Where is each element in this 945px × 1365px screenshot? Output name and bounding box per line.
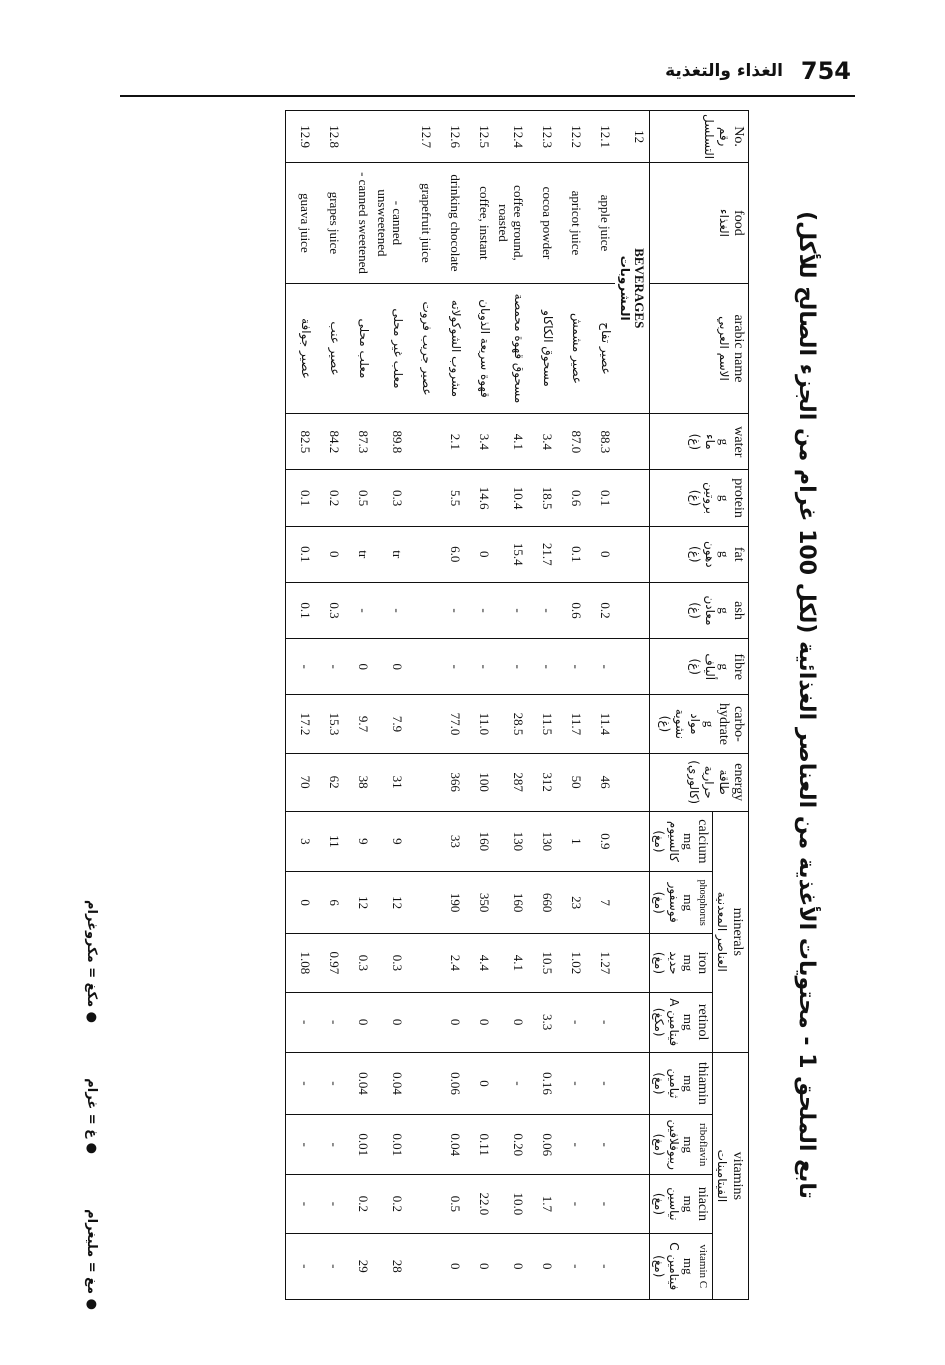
- cell-energy: 62: [315, 753, 344, 811]
- cell-no: 12.2: [557, 111, 586, 163]
- cell-thiamin: 0.04: [344, 1052, 373, 1114]
- cell-fat: 6.0: [436, 526, 465, 582]
- group-vitamins: vitamins الفيتامينات: [713, 1052, 749, 1299]
- cell-riboflavin: -: [315, 1115, 344, 1175]
- cell-thiamin: -: [494, 1052, 528, 1114]
- cell-energy: 366: [436, 753, 465, 811]
- cell-riboflavin: -: [286, 1115, 316, 1175]
- nutrient-table: [285, 110, 749, 1300]
- cell-thiamin: -: [586, 1052, 615, 1114]
- col-protein: protein g بروتين (غ): [650, 470, 749, 526]
- table-row: [557, 111, 586, 1300]
- page-number: 754: [800, 57, 851, 85]
- col-niacin: niacin mg نياسين (مغ): [650, 1175, 713, 1233]
- table-row: [286, 111, 316, 1300]
- cell-water: 87.0: [557, 414, 586, 470]
- table-row: [407, 111, 436, 1300]
- cell-no: 12.6: [436, 111, 465, 163]
- cell-food: apple juice: [586, 163, 615, 284]
- cell-calcium: 160: [465, 811, 494, 871]
- col-riboflavin: riboflavin mg ريبوفلافين (مغ): [650, 1115, 713, 1175]
- section-title: BEVERAGES المشروبات: [615, 163, 650, 414]
- cell-vitc: -: [315, 1233, 344, 1299]
- table-row: [344, 111, 373, 1300]
- cell-arabic: مشروب الشوكولاته: [436, 283, 465, 414]
- cell-water: 84.2: [315, 414, 344, 470]
- group-header-row: [713, 111, 749, 1300]
- cell-calcium: 1: [557, 811, 586, 871]
- cell-fibre: -: [286, 639, 316, 695]
- cell-food: grapes juice: [315, 163, 344, 284]
- cell-protein: 0.1: [586, 470, 615, 526]
- cell-carb: 28.5: [494, 695, 528, 753]
- cell-thiamin: -: [286, 1052, 316, 1114]
- cell-ash: 0.6: [557, 582, 586, 638]
- cell-phosphorus: 23: [557, 872, 586, 934]
- cell-carb: 11.0: [465, 695, 494, 753]
- cell-niacin: -: [315, 1175, 344, 1233]
- cell-no: 12.1: [586, 111, 615, 163]
- cell-fat: 21.7: [528, 526, 557, 582]
- cell-ash: -: [465, 582, 494, 638]
- cell-iron: [407, 934, 436, 992]
- cell-protein: 0.1: [286, 470, 316, 526]
- table-row: [528, 111, 557, 1300]
- cell-calcium: 9: [373, 811, 407, 871]
- cell-no: 12.3: [528, 111, 557, 163]
- cell-energy: 46: [586, 753, 615, 811]
- cell-phosphorus: 350: [465, 872, 494, 934]
- cell-ash: -: [373, 582, 407, 638]
- cell-retinol: -: [286, 992, 316, 1052]
- cell-carb: 15.3: [315, 695, 344, 753]
- cell-niacin: 10.0: [494, 1175, 528, 1233]
- cell-thiamin: 0: [465, 1052, 494, 1114]
- cell-niacin: 0.2: [373, 1175, 407, 1233]
- col-calcium: calcium mg كالسيوم (مغ): [650, 811, 713, 871]
- cell-vitc: -: [557, 1233, 586, 1299]
- cell-calcium: 130: [528, 811, 557, 871]
- cell-food: drinking chocolate: [436, 163, 465, 284]
- cell-iron: 4.1: [494, 934, 528, 992]
- cell-water: 88.3: [586, 414, 615, 470]
- cell-arabic: قهوة سريعة الذوبان: [465, 283, 494, 414]
- cell-phosphorus: 7: [586, 872, 615, 934]
- cell-food: cocoa powder: [528, 163, 557, 284]
- cell-calcium: 9: [344, 811, 373, 871]
- cell-iron: 10.5: [528, 934, 557, 992]
- cell-energy: 70: [286, 753, 316, 811]
- cell-energy: 31: [373, 753, 407, 811]
- cell-thiamin: 0.04: [373, 1052, 407, 1114]
- cell-protein: [407, 470, 436, 526]
- cell-phosphorus: 0: [286, 872, 316, 934]
- col-thiamin: thiamin mg ثيامين (مغ): [650, 1052, 713, 1114]
- cell-calcium: 11: [315, 811, 344, 871]
- cell-energy: 50: [557, 753, 586, 811]
- cell-protein: 5.5: [436, 470, 465, 526]
- cell-phosphorus: 190: [436, 872, 465, 934]
- cell-retinol: 0: [373, 992, 407, 1052]
- cell-phosphorus: 6: [315, 872, 344, 934]
- cell-niacin: 22.0: [465, 1175, 494, 1233]
- cell-arabic: عصير عنب: [315, 283, 344, 414]
- cell-food: - canned sweetened: [344, 163, 373, 284]
- cell-riboflavin: 0.01: [373, 1115, 407, 1175]
- col-carbohydrate: carbo-hydrate g مواد نشوية (غ): [650, 695, 749, 753]
- cell-food: coffee ground, roasted: [494, 163, 528, 284]
- table-title: تابع الملحق 1 - محتويات الأغذية من العناصر الغذائية (لكل 100 غرام من الجزء الصالح للأكل): [794, 211, 819, 1199]
- cell-arabic: معلب محلى: [344, 283, 373, 414]
- legend-item-mcg: ● مكغ = مكروغرام: [84, 900, 100, 1024]
- cell-retinol: 3.3: [528, 992, 557, 1052]
- cell-vitc: [407, 1233, 436, 1299]
- cell-protein: 0.3: [373, 470, 407, 526]
- cell-riboflavin: 0.20: [494, 1115, 528, 1175]
- cell-arabic: مسحوق قهوة محمصة: [494, 283, 528, 414]
- cell-ash: -: [344, 582, 373, 638]
- cell-vitc: 29: [344, 1233, 373, 1299]
- table-row: [436, 111, 465, 1300]
- cell-fat: 0: [315, 526, 344, 582]
- cell-retinol: 0: [494, 992, 528, 1052]
- col-fibre: fibre g ألياف (غ): [650, 639, 749, 695]
- cell-calcium: 33: [436, 811, 465, 871]
- cell-no: [344, 111, 373, 163]
- col-ash: ash g معادن (غ): [650, 582, 749, 638]
- col-phosphorus: phosphorus mg فوسفور (مغ): [650, 872, 713, 934]
- cell-carb: 9.7: [344, 695, 373, 753]
- cell-calcium: 0.9: [586, 811, 615, 871]
- col-food: food الغذاء: [650, 163, 749, 284]
- cell-fat: [407, 526, 436, 582]
- cell-vitc: 28: [373, 1233, 407, 1299]
- cell-no: [373, 111, 407, 163]
- cell-protein: 0.5: [344, 470, 373, 526]
- col-arabic-name: arabic name الاسم العربي: [650, 283, 749, 414]
- cell-thiamin: 0.06: [436, 1052, 465, 1114]
- cell-vitc: -: [286, 1233, 316, 1299]
- cell-phosphorus: 660: [528, 872, 557, 934]
- cell-niacin: -: [557, 1175, 586, 1233]
- cell-phosphorus: 12: [344, 872, 373, 934]
- cell-energy: 38: [344, 753, 373, 811]
- cell-energy: [407, 753, 436, 811]
- table-row: [315, 111, 344, 1300]
- cell-protein: 0.6: [557, 470, 586, 526]
- cell-niacin: -: [586, 1175, 615, 1233]
- cell-fibre: -: [315, 639, 344, 695]
- cell-protein: 10.4: [494, 470, 528, 526]
- cell-niacin: -: [286, 1175, 316, 1233]
- cell-riboflavin: -: [586, 1115, 615, 1175]
- cell-riboflavin: 0.01: [344, 1115, 373, 1175]
- col-retinol: retinol mg فيتامين A (مكغ): [650, 992, 713, 1052]
- cell-riboflavin: 0.04: [436, 1115, 465, 1175]
- units-legend: [80, 900, 104, 1310]
- cell-phosphorus: 160: [494, 872, 528, 934]
- cell-ash: [407, 582, 436, 638]
- cell-riboflavin: -: [557, 1115, 586, 1175]
- cell-food: coffee, instant: [465, 163, 494, 284]
- section-number: 12: [615, 111, 650, 163]
- cell-fat: 0.1: [286, 526, 316, 582]
- cell-fibre: 0: [373, 639, 407, 695]
- cell-carb: [407, 695, 436, 753]
- col-water: water g ماء (غ): [650, 414, 749, 470]
- cell-no: 12.7: [407, 111, 436, 163]
- cell-iron: 1.08: [286, 934, 316, 992]
- cell-thiamin: -: [315, 1052, 344, 1114]
- cell-thiamin: [407, 1052, 436, 1114]
- cell-fibre: -: [586, 639, 615, 695]
- cell-fat: 0.1: [557, 526, 586, 582]
- table-row: [465, 111, 494, 1300]
- cell-food: apricot juice: [557, 163, 586, 284]
- cell-retinol: 0: [465, 992, 494, 1052]
- cell-no: 12.5: [465, 111, 494, 163]
- cell-fat: 0: [465, 526, 494, 582]
- cell-riboflavin: 0.06: [528, 1115, 557, 1175]
- cell-carb: 77.0: [436, 695, 465, 753]
- cell-ash: -: [528, 582, 557, 638]
- cell-water: [407, 414, 436, 470]
- cell-vitc: -: [586, 1233, 615, 1299]
- cell-water: 3.4: [528, 414, 557, 470]
- cell-vitc: 0: [465, 1233, 494, 1299]
- cell-food: - canned unsweetened: [373, 163, 407, 284]
- cell-ash: -: [494, 582, 528, 638]
- cell-retinol: [407, 992, 436, 1052]
- col-energy: energy طاقة حرارية (كالوري): [650, 753, 749, 811]
- cell-niacin: [407, 1175, 436, 1233]
- cell-protein: 14.6: [465, 470, 494, 526]
- cell-carb: 11.5: [528, 695, 557, 753]
- cell-arabic: مسحوق الكاكاو: [528, 283, 557, 414]
- cell-thiamin: 0.16: [528, 1052, 557, 1114]
- cell-iron: 1.27: [586, 934, 615, 992]
- page-header: [120, 55, 855, 97]
- cell-niacin: 1.7: [528, 1175, 557, 1233]
- cell-fibre: -: [436, 639, 465, 695]
- cell-energy: 287: [494, 753, 528, 811]
- table-row: [373, 111, 407, 1300]
- cell-arabic: عصير مشمش: [557, 283, 586, 414]
- cell-retinol: 0: [344, 992, 373, 1052]
- cell-iron: 0.97: [315, 934, 344, 992]
- col-vitamin-c: vitamin C mg فيتامين C (مغ): [650, 1233, 713, 1299]
- cell-vitc: 0: [494, 1233, 528, 1299]
- cell-iron: 0.3: [344, 934, 373, 992]
- cell-no: 12.8: [315, 111, 344, 163]
- cell-ash: -: [436, 582, 465, 638]
- cell-fibre: -: [557, 639, 586, 695]
- cell-fibre: 0: [344, 639, 373, 695]
- cell-retinol: -: [315, 992, 344, 1052]
- cell-niacin: 0.5: [436, 1175, 465, 1233]
- cell-arabic: عصير جوافة: [286, 283, 316, 414]
- cell-water: 82.5: [286, 414, 316, 470]
- cell-energy: 312: [528, 753, 557, 811]
- cell-riboflavin: 0.11: [465, 1115, 494, 1175]
- cell-water: 3.4: [465, 414, 494, 470]
- cell-fibre: -: [494, 639, 528, 695]
- cell-phosphorus: [407, 872, 436, 934]
- col-fat: fat g دهون (غ): [650, 526, 749, 582]
- cell-thiamin: -: [557, 1052, 586, 1114]
- cell-fat: tr: [373, 526, 407, 582]
- cell-carb: 11.7: [557, 695, 586, 753]
- cell-water: 2.1: [436, 414, 465, 470]
- cell-ash: 0.1: [286, 582, 316, 638]
- cell-carb: 11.4: [586, 695, 615, 753]
- cell-no: 12.4: [494, 111, 528, 163]
- cell-calcium: [407, 811, 436, 871]
- cell-iron: 4.4: [465, 934, 494, 992]
- legend-item-mg: ● مغ = مليغرام: [84, 1209, 100, 1310]
- cell-food: guava juice: [286, 163, 316, 284]
- cell-ash: 0.2: [586, 582, 615, 638]
- cell-vitc: 0: [528, 1233, 557, 1299]
- group-minerals: minerals العناصر المعدنية: [713, 811, 749, 1052]
- running-title: الغذاء والتغذية: [665, 61, 783, 81]
- cell-fibre: -: [465, 639, 494, 695]
- cell-phosphorus: 12: [373, 872, 407, 934]
- col-no: No. رقم التسلسل: [650, 111, 749, 163]
- cell-protein: 18.5: [528, 470, 557, 526]
- cell-niacin: 0.2: [344, 1175, 373, 1233]
- cell-vitc: 0: [436, 1233, 465, 1299]
- cell-fibre: [407, 639, 436, 695]
- cell-protein: 0.2: [315, 470, 344, 526]
- cell-carb: 7.9: [373, 695, 407, 753]
- cell-fat: tr: [344, 526, 373, 582]
- cell-iron: 1.02: [557, 934, 586, 992]
- cell-arabic: عصير جريب فروت: [407, 283, 436, 414]
- col-iron: iron mg حديد (مغ): [650, 934, 713, 992]
- cell-arabic: معلب غير محلى: [373, 283, 407, 414]
- cell-water: 4.1: [494, 414, 528, 470]
- rotated-table-area: [115, 110, 819, 1300]
- table-row: [494, 111, 528, 1300]
- cell-iron: 2.4: [436, 934, 465, 992]
- cell-water: 87.3: [344, 414, 373, 470]
- cell-retinol: -: [586, 992, 615, 1052]
- cell-calcium: 3: [286, 811, 316, 871]
- cell-riboflavin: [407, 1115, 436, 1175]
- cell-arabic: عصير تفاح: [586, 283, 615, 414]
- table-row: [586, 111, 615, 1300]
- cell-water: 89.8: [373, 414, 407, 470]
- cell-fat: 0: [586, 526, 615, 582]
- cell-fibre: -: [528, 639, 557, 695]
- cell-retinol: -: [557, 992, 586, 1052]
- cell-retinol: 0: [436, 992, 465, 1052]
- cell-iron: 0.3: [373, 934, 407, 992]
- cell-food: grapefruit juice: [407, 163, 436, 284]
- cell-carb: 17.2: [286, 695, 316, 753]
- cell-fat: 15.4: [494, 526, 528, 582]
- cell-no: 12.9: [286, 111, 316, 163]
- legend-item-g: ● غ = غرام: [84, 1078, 100, 1154]
- cell-energy: 100: [465, 753, 494, 811]
- cell-calcium: 130: [494, 811, 528, 871]
- section-row: [615, 111, 650, 1300]
- cell-ash: 0.3: [315, 582, 344, 638]
